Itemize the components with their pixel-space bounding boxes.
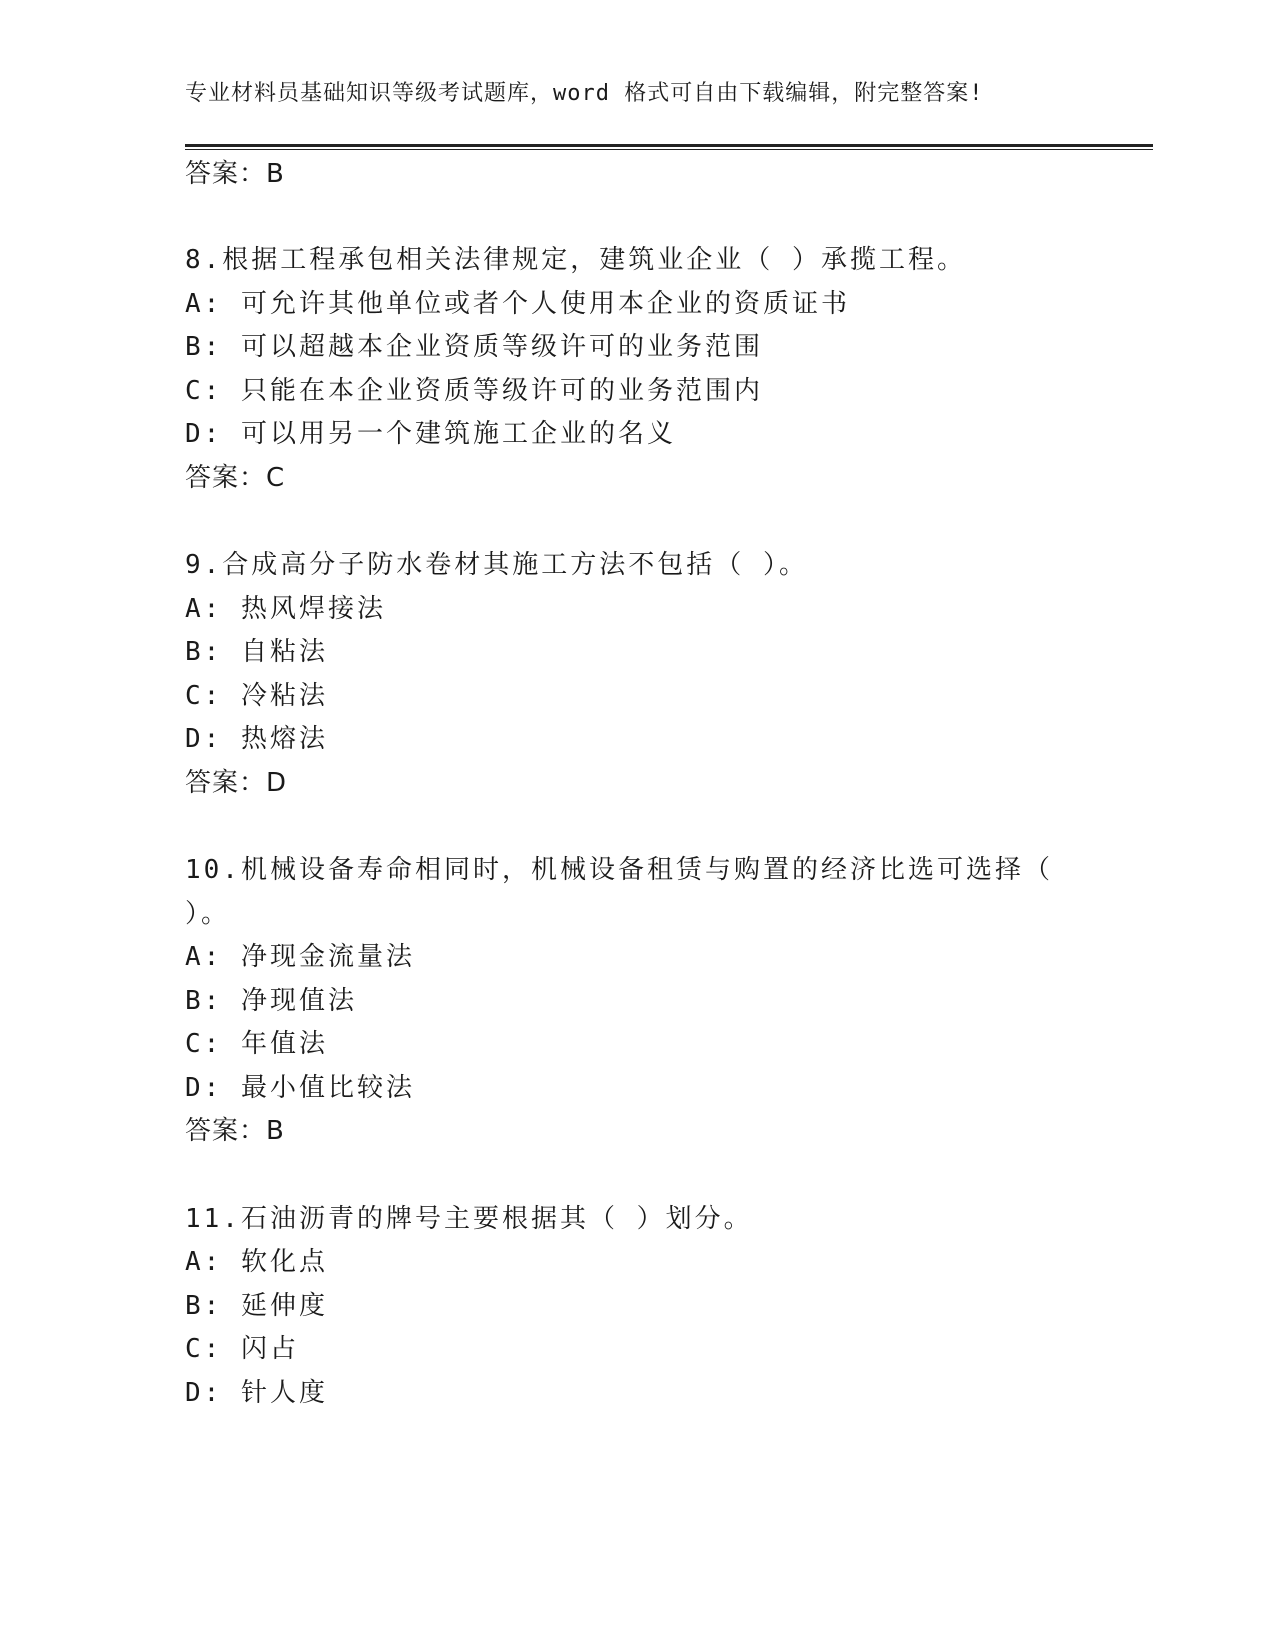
question-stem: 10.机械设备寿命相同时，机械设备租赁与购置的经济比选可选择（ <box>185 855 1053 885</box>
answer-line: 答案：B <box>185 1116 285 1146</box>
option-d: D: 针人度 <box>185 1378 328 1408</box>
answer-line: 答案：C <box>185 463 286 493</box>
option-a: A: 热风焊接法 <box>185 594 386 624</box>
option-c: C: 闪占 <box>185 1334 299 1364</box>
question-stem-continued: ）。 <box>185 899 231 929</box>
option-d: D: 最小值比较法 <box>185 1073 415 1103</box>
answer-line: 答案：D <box>185 768 288 798</box>
header-rule-thin <box>185 149 1153 150</box>
option-b: B: 自粘法 <box>185 637 328 667</box>
question-stem: 9.合成高分子防水卷材其施工方法不包括（ ）。 <box>185 550 808 580</box>
option-c: C: 只能在本企业资质等级许可的业务范围内 <box>185 376 763 406</box>
page-header: 专业材料员基础知识等级考试题库，word 格式可自由下载编辑，附完整答案! <box>185 81 984 106</box>
header-rule <box>185 144 1153 147</box>
answer-line: 答案：B <box>185 159 285 189</box>
option-c: C: 冷粘法 <box>185 681 328 711</box>
option-a: A: 净现金流量法 <box>185 942 415 972</box>
option-b: B: 可以超越本企业资质等级许可的业务范围 <box>185 332 763 362</box>
option-a: A: 可允许其他单位或者个人使用本企业的资质证书 <box>185 289 850 319</box>
option-b: B: 净现值法 <box>185 986 357 1016</box>
option-b: B: 延伸度 <box>185 1291 328 1321</box>
question-stem: 11.石油沥青的牌号主要根据其（ ）划分。 <box>185 1204 753 1234</box>
option-d: D: 热熔法 <box>185 724 328 754</box>
question-stem: 8.根据工程承包相关法律规定，建筑业企业（ ）承揽工程。 <box>185 245 966 275</box>
option-a: A: 软化点 <box>185 1247 328 1277</box>
option-d: D: 可以用另一个建筑施工企业的名义 <box>185 419 676 449</box>
option-c: C: 年值法 <box>185 1029 328 1059</box>
